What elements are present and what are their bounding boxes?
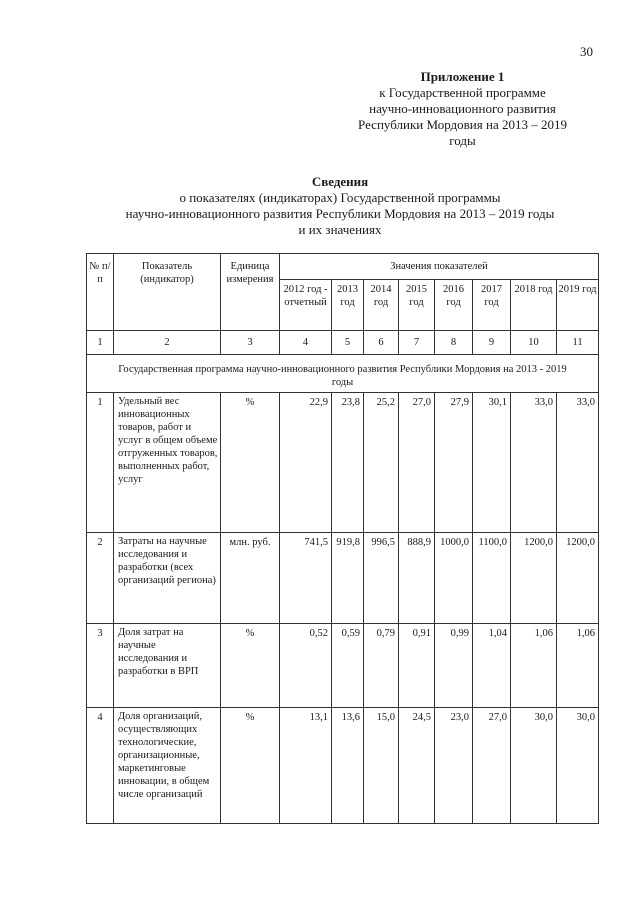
appendix-line: Республики Мордовия на 2013 – 2019 bbox=[358, 117, 567, 132]
heading-title: Сведения bbox=[311, 174, 369, 189]
value-cell: 741,5 bbox=[280, 533, 332, 624]
page-number: 30 bbox=[580, 44, 593, 59]
value-cell: 1,04 bbox=[473, 624, 511, 708]
value-cell: 30,0 bbox=[557, 708, 599, 824]
header-year: 2015 год bbox=[399, 280, 435, 331]
column-number: 10 bbox=[511, 331, 557, 355]
heading-line: научно-инновационного развития Республики Мордовия на 2013 – 2019 годы bbox=[125, 206, 555, 221]
value-cell: 0,99 bbox=[435, 624, 473, 708]
header-year: 2016 год bbox=[435, 280, 473, 331]
document-heading bbox=[85, 174, 595, 238]
row-number: 1 bbox=[87, 393, 114, 533]
indicator-name: Удельный вес инновационных товаров, работ и услуг в общем объеме отгруженных товаров, выполненных работ, услуг bbox=[114, 393, 221, 533]
row-number: 4 bbox=[87, 708, 114, 824]
column-number: 1 bbox=[87, 331, 114, 355]
value-cell: 13,6 bbox=[332, 708, 364, 824]
indicator-name: Доля затрат на научные исследования и разработки в ВРП bbox=[114, 624, 221, 708]
header-values-group: Значения показателей bbox=[280, 254, 599, 280]
header-indicator: Показатель (индикатор) bbox=[114, 254, 221, 331]
section-title: Государственная программа научно-инновационного развития Республики Мордовия на 2013 - 2019 годы bbox=[87, 355, 599, 393]
indicator-name: Затраты на научные исследования и разработки (всех организаций региона) bbox=[114, 533, 221, 624]
value-cell: 15,0 bbox=[364, 708, 399, 824]
unit-cell: % bbox=[221, 393, 280, 533]
column-number: 2 bbox=[114, 331, 221, 355]
value-cell: 23,8 bbox=[332, 393, 364, 533]
column-number: 8 bbox=[435, 331, 473, 355]
unit-cell: млн. руб. bbox=[221, 533, 280, 624]
value-cell: 24,5 bbox=[399, 708, 435, 824]
row-number: 2 bbox=[87, 533, 114, 624]
value-cell: 919,8 bbox=[332, 533, 364, 624]
value-cell: 27,9 bbox=[435, 393, 473, 533]
value-cell: 22,9 bbox=[280, 393, 332, 533]
column-number: 4 bbox=[280, 331, 332, 355]
column-number: 3 bbox=[221, 331, 280, 355]
value-cell: 1,06 bbox=[557, 624, 599, 708]
column-number: 11 bbox=[557, 331, 599, 355]
value-cell: 1,06 bbox=[511, 624, 557, 708]
header-year: 2017 год bbox=[473, 280, 511, 331]
value-cell: 1200,0 bbox=[511, 533, 557, 624]
header-num: № п/п bbox=[87, 254, 114, 331]
value-cell: 996,5 bbox=[364, 533, 399, 624]
table-row bbox=[87, 533, 599, 624]
value-cell: 27,0 bbox=[473, 708, 511, 824]
value-cell: 25,2 bbox=[364, 393, 399, 533]
value-cell: 33,0 bbox=[511, 393, 557, 533]
column-number: 6 bbox=[364, 331, 399, 355]
value-cell: 888,9 bbox=[399, 533, 435, 624]
appendix-block bbox=[330, 69, 595, 149]
value-cell: 23,0 bbox=[435, 708, 473, 824]
value-cell: 0,59 bbox=[332, 624, 364, 708]
value-cell: 1100,0 bbox=[473, 533, 511, 624]
indicator-name: Доля организаций, осуществляющих технологические, организационные, маркетинговые инновации, в общем числе организаций bbox=[114, 708, 221, 824]
table-row bbox=[87, 624, 599, 708]
column-number: 5 bbox=[332, 331, 364, 355]
value-cell: 27,0 bbox=[399, 393, 435, 533]
appendix-title: Приложение 1 bbox=[420, 69, 505, 84]
unit-cell: % bbox=[221, 624, 280, 708]
value-cell: 1000,0 bbox=[435, 533, 473, 624]
column-number: 7 bbox=[399, 331, 435, 355]
column-numbers-row bbox=[87, 331, 599, 355]
appendix-line: научно-инновационного развития bbox=[369, 101, 556, 116]
value-cell: 0,52 bbox=[280, 624, 332, 708]
unit-cell: % bbox=[221, 708, 280, 824]
header-year: 2018 год bbox=[511, 280, 557, 331]
value-cell: 13,1 bbox=[280, 708, 332, 824]
indicators-table bbox=[86, 253, 599, 824]
header-year: 2014 год bbox=[364, 280, 399, 331]
column-number: 9 bbox=[473, 331, 511, 355]
value-cell: 33,0 bbox=[557, 393, 599, 533]
header-year: 2019 год bbox=[557, 280, 599, 331]
value-cell: 0,79 bbox=[364, 624, 399, 708]
header-year: 2013 год bbox=[332, 280, 364, 331]
appendix-line: к Государственной программе bbox=[379, 85, 546, 100]
value-cell: 0,91 bbox=[399, 624, 435, 708]
value-cell: 30,1 bbox=[473, 393, 511, 533]
value-cell: 30,0 bbox=[511, 708, 557, 824]
row-number: 3 bbox=[87, 624, 114, 708]
header-unit: Единица измерения bbox=[221, 254, 280, 331]
appendix-line: годы bbox=[449, 133, 476, 148]
heading-line: о показателях (индикаторах) Государственной программы bbox=[179, 190, 501, 205]
value-cell: 1200,0 bbox=[557, 533, 599, 624]
table-row bbox=[87, 708, 599, 824]
table-row bbox=[87, 393, 599, 533]
heading-line: и их значениях bbox=[298, 222, 382, 237]
header-year: 2012 год - отчетный bbox=[280, 280, 332, 331]
